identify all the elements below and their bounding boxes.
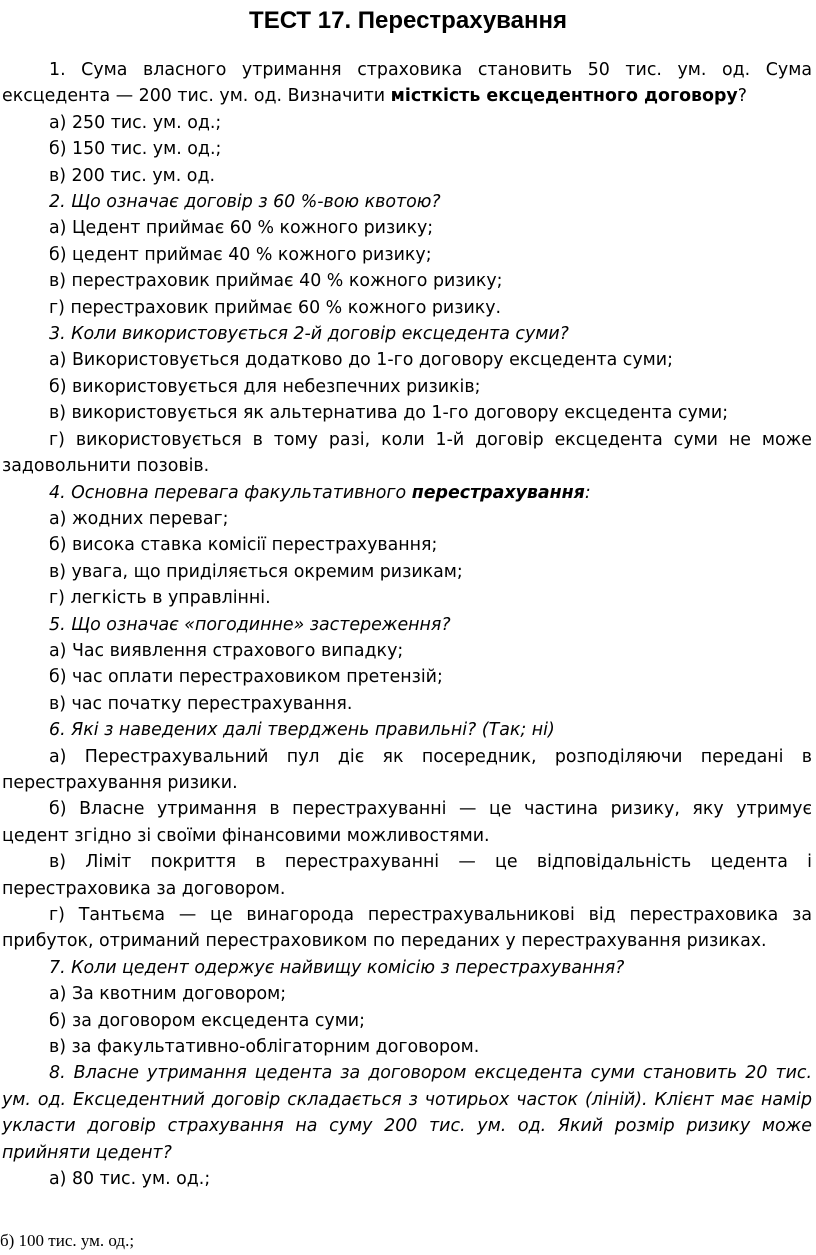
- question-1-emphasis: місткість ексцедентного договору: [390, 86, 738, 107]
- question-4-text: 4. Основна перевага факультативного: [49, 482, 412, 503]
- answer-option: в) перестраховик приймає 40 % кожного ризику;: [49, 271, 503, 292]
- answer-option: б) час оплати перестраховиком претензій;: [49, 667, 443, 688]
- test-body: [2, 57, 812, 1192]
- answer-option: в) використовується як альтернатива до 1-го договору ексцедента суми;: [49, 403, 729, 424]
- answer-option: б) Власне утримання в перестрахуванні — це частина ризику, яку утримує цедент згідно зі своїми фінансовими можливостями.: [2, 799, 812, 846]
- answer-option: б) висока ставка комісії перестрахування;: [49, 535, 438, 556]
- question-1-end: ?: [737, 86, 747, 107]
- answer-option: б) за договором ексцедента суми;: [49, 1010, 365, 1031]
- question-4-end: :: [584, 482, 591, 503]
- answer-option: а) Цедент приймає 60 % кожного ризику;: [49, 218, 434, 239]
- answer-option: в) час початку перестрахування.: [49, 693, 353, 714]
- answer-option: в) увага, що приділяється окремим ризикам;: [49, 561, 463, 582]
- question-7: 7. Коли цедент одержує найвищу комісію з перестрахування?: [49, 957, 625, 978]
- question-8: 8. Власне утримання цедента за договором ексцедента суми становить 20 тис. ум. од. Ексцедентний договір складається з чотирьох часток (ліній). Клієнт має намір укласти договір страхування на суму 200 тис. ум. од. Який розмір ризику може прийняти цедент?: [2, 1063, 812, 1163]
- answer-option: а) За квотним договором;: [49, 984, 287, 1005]
- answer-option: а) жодних переваг;: [49, 508, 229, 529]
- answer-option: а) Час виявлення страхового випадку;: [49, 640, 404, 661]
- question-4-emphasis: перестрахування: [411, 482, 585, 503]
- answer-option: б) цедент приймає 40 % кожного ризику;: [49, 244, 432, 265]
- question-1-text: Сума власного утримання страховика становить 50 тис. ум. од. Сума ексцедента — 200 тис. ум. од. Визначити: [2, 60, 812, 107]
- question-3: 3. Коли використовується 2-й договір ексцедента суми?: [49, 324, 569, 345]
- page-title: ТЕСТ 17. Перестрахування: [249, 7, 567, 34]
- question-6: 6. Які з наведених далі тверджень правильні? (Так; ні): [49, 720, 555, 741]
- answer-option: а) 80 тис. ум. од.;: [49, 1169, 211, 1190]
- answer-option: в) 200 тис. ум. од.: [49, 165, 215, 186]
- answer-option: г) Тантьєма — це винагорода перестрахувальникові від перестраховика за прибуток, отриманий перестраховиком по переданих у перестрахування ризиках.: [2, 905, 812, 952]
- answer-option: в) за факультативно-облігаторним договором.: [49, 1037, 480, 1058]
- question-2: 2. Що означає договір з 60 %-вою квотою?: [49, 192, 441, 213]
- question-1-number: 1.: [49, 60, 66, 80]
- answer-option: а) Використовується додатково до 1-го договору ексцедента суми;: [49, 350, 673, 371]
- answer-option: г) легкість в управлінні.: [49, 588, 271, 609]
- answer-option: а) Перестрахувальний пул діє як посередник, розподіляючи передані в перестрахування ризики.: [2, 746, 812, 793]
- answer-option: г) використовується в тому разі, коли 1-й договір ексцедента суми не може задовольнити позовів.: [2, 429, 812, 477]
- answer-option-truncated: б) 100 тис. ум. од.;: [0, 1231, 135, 1250]
- answer-option: б) 150 тис. ум. од.;: [49, 139, 222, 160]
- answer-option: б) використовується для небезпечних ризиків;: [49, 376, 481, 397]
- answer-option: в) Ліміт покриття в перестрахуванні — це відповідальність цедента і перестраховика за договором.: [2, 852, 812, 899]
- question-5: 5. Що означає «погодинне» застереження?: [49, 614, 451, 635]
- question-4: [2, 480, 812, 506]
- answer-option: а) 250 тис. ум. од.;: [49, 112, 222, 133]
- question-1: [2, 57, 812, 110]
- answer-option: г) перестраховик приймає 60 % кожного ризику.: [49, 297, 502, 318]
